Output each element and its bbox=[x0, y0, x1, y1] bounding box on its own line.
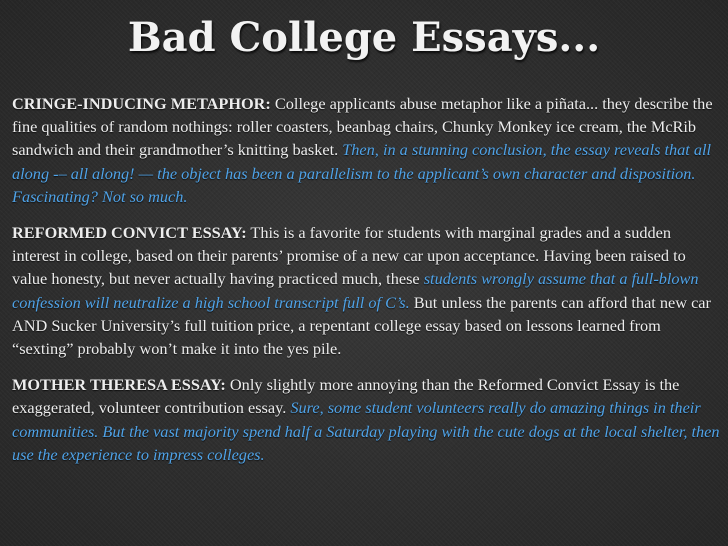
paragraph-text: Only slightly more annoying than the Reformed Convict Essay is the exaggerated, volunteer contribution essay. bbox=[12, 375, 680, 418]
paragraph-highlight: Then, in a stunning conclusion, the essay reveals that all along -– all along! — the object has been a parallelism to the applicant’s own character and disposition. Fascinating? Not so much. bbox=[12, 140, 712, 206]
paragraph-lead: MOTHER THERESA ESSAY: bbox=[12, 375, 226, 395]
paragraph-text: This is a favorite for students with marginal grades and a sudden interest in college, based on their parents’ promise of a new car upon acceptance. Having been raised to value honesty, but never actually having practiced much, these bbox=[12, 223, 686, 289]
slide-body bbox=[12, 92, 720, 479]
paragraph-lead: CRINGE-INDUCING METAPHOR: bbox=[12, 94, 271, 113]
paragraph-mother-theresa-essay bbox=[12, 373, 720, 466]
paragraph-cringe-inducing-metaphor bbox=[12, 92, 720, 208]
paragraph-tail: But unless the parents can afford that new car AND Sucker University’s full tuition price, a repentant college essay based on lessons learned from “sexting” probably won’t make it into the yes pile. bbox=[12, 292, 711, 359]
paragraph-highlight: Sure, some student volunteers really do amazing things in their communities. But the vast majority spend half a Saturday playing with the cute dogs at the local shelter, then use the experience to impress colleges. bbox=[12, 398, 720, 464]
paragraph-text: College applicants abuse metaphor like a piñata... they describe the fine qualities of random nothings: roller coasters, beanbag chairs, Chunky Monkey ice cream, the McRib sandwich and their grandmother’s knitting basket. bbox=[12, 94, 713, 160]
slide-title: Bad College Essays... bbox=[127, 14, 601, 61]
paragraph-reformed-convict-essay bbox=[12, 221, 720, 360]
paragraph-highlight: students wrongly assume that a full-blown confession will neutralize a high school transcript full of C’s. bbox=[12, 269, 699, 312]
paragraph-lead: REFORMED CONVICT ESSAY: bbox=[12, 223, 247, 243]
